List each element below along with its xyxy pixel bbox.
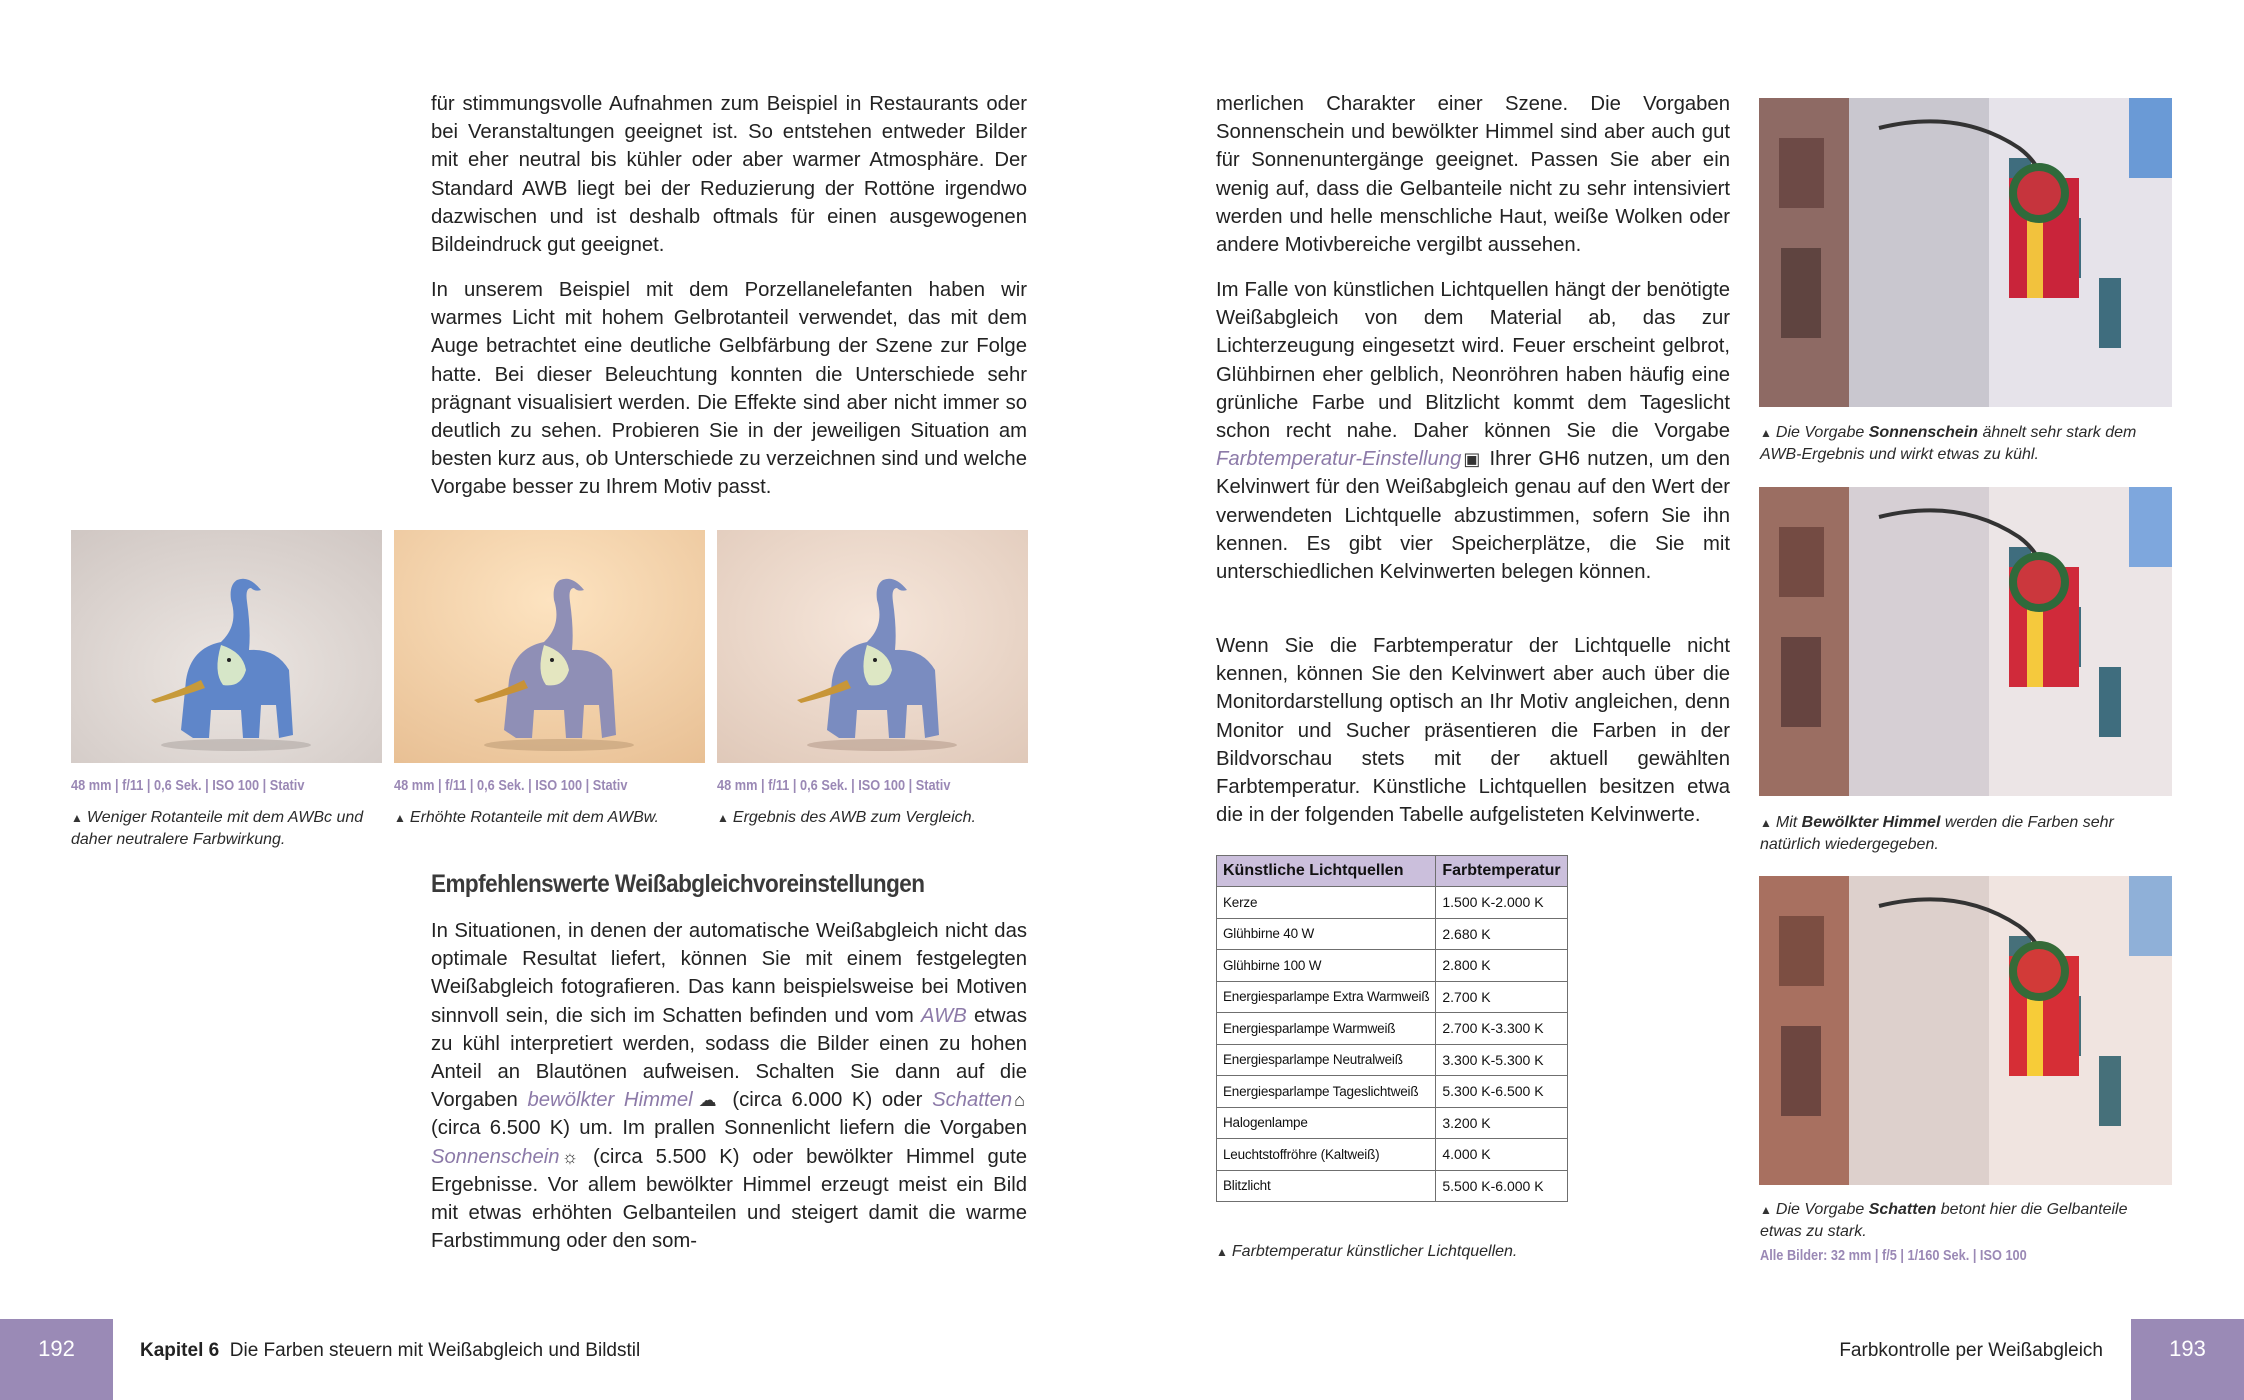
table-row bbox=[1217, 887, 1568, 919]
table-cell: 4.000 K bbox=[1436, 1139, 1567, 1171]
table-row bbox=[1217, 1139, 1568, 1171]
page-number-left: 192 bbox=[38, 1336, 75, 1361]
color-temperature-link: Farbtemperatur-Einstellung bbox=[1216, 448, 1462, 471]
page-number-right: 193 bbox=[2169, 1336, 2206, 1361]
table-cell: 2.680 K bbox=[1436, 918, 1567, 950]
elephant-photo-awb bbox=[717, 530, 1028, 763]
table-row bbox=[1217, 1107, 1568, 1139]
right-paragraph-3: Wenn Sie die Farbtemperatur der Lichtquelle nicht kennen, können Sie den Kelvinwert aber auch über die Monitordarstellung optisch an Ihr Motiv angleichen, denn Monitor und Sucher präsentieren die Farben in der Bildvorschau stets mit der aktuell gewählten Farbtemperatur. Künstliche Lichtquellen besitzen etwa die in der folgenden Tabelle aufgelisteten Kelvinwerte. bbox=[1216, 635, 1730, 827]
triangle-icon: ▲ bbox=[71, 811, 83, 825]
table-header: Farbtemperatur bbox=[1436, 856, 1567, 887]
table-cell: 5.300 K-6.500 K bbox=[1436, 1076, 1567, 1108]
table-cell: 3.200 K bbox=[1436, 1107, 1567, 1139]
triangle-icon: ▲ bbox=[1760, 426, 1772, 440]
table-row bbox=[1217, 1044, 1568, 1076]
triangle-icon: ▲ bbox=[717, 811, 729, 825]
table-cell: Halogenlampe bbox=[1217, 1107, 1436, 1139]
elephant-photo-awbc bbox=[71, 530, 382, 763]
sunny-link: Sonnenschein bbox=[431, 1145, 560, 1168]
table-cell: 2.700 K bbox=[1436, 981, 1567, 1013]
table-cell: 1.500 K-2.000 K bbox=[1436, 887, 1567, 919]
table-header: Künstliche Lichtquellen bbox=[1217, 856, 1436, 887]
table-cell: 5.500 K-6.000 K bbox=[1436, 1170, 1567, 1202]
shade-icon: ⌂ bbox=[1014, 1090, 1026, 1111]
left-paragraph-1: für stimmungsvolle Aufnahmen zum Beispiel in Restaurants oder bei Veranstaltungen geeignet ist. So entstehen entweder Bilder mit eher neutral bis kühler oder aber warmer Atmosphäre. Der Standard AWB liegt bei der Reduzierung der Rottöne irgendwo dazwischen und ist deshalb oftmals für einen ausgewogenen Bildeindruck gut geeignet. bbox=[431, 93, 1027, 257]
table-cell: 2.800 K bbox=[1436, 950, 1567, 982]
table-header-row bbox=[1217, 856, 1568, 887]
photo-caption-2: ▲ Erhöhte Rotanteile mit dem AWBw. bbox=[394, 809, 659, 826]
cloudy-link: bewölkter Himmel bbox=[527, 1089, 693, 1112]
elephant-photo-awbw bbox=[394, 530, 705, 763]
table-cell: Glühbirne 100 W bbox=[1217, 950, 1436, 982]
table-row bbox=[1217, 1013, 1568, 1045]
street-photo-sunny bbox=[1759, 98, 2172, 407]
triangle-icon: ▲ bbox=[1760, 816, 1772, 830]
table-cell: Blitzlicht bbox=[1217, 1170, 1436, 1202]
photo-caption-3: ▲ Ergebnis des AWB zum Vergleich. bbox=[717, 809, 976, 826]
table-row bbox=[1217, 1170, 1568, 1202]
kelvin-table bbox=[1216, 855, 1568, 1202]
table-cell: 3.300 K-5.300 K bbox=[1436, 1044, 1567, 1076]
table-caption: ▲ Farbtemperatur künstlicher Lichtquellen. bbox=[1216, 1243, 1518, 1260]
table-row bbox=[1217, 950, 1568, 982]
table-row bbox=[1217, 1076, 1568, 1108]
right-paragraph-2: Im Falle von künstlichen Lichtquellen hängt der benötigte Weißabgleich von dem Material ab, das zur Lichterzeugung eingesetzt wird. Feuer erscheint gelbrot, Glühbirnen eher gelblich, Neonröhren haben häufig eine grünliche Farbe und Blitzlicht kommt dem Tageslicht schon recht nahe. Daher können Sie die Vorgabe Farbtemperatur-Einstellung ▣ Ihrer GH6 nutzen, um den Kelvinwert für den Weißabgleich genau auf den Wert der verwendeten Lichtquelle abzustimmen, sofern Sie ihn kennen. Es gibt vier Speicherplätze, die Sie mit unterschiedlichen Kelvinwerten belegen können. bbox=[1216, 279, 1731, 584]
photo-caption-1: ▲ Weniger Rotanteile mit dem AWBc und daher neutralere Farbwirkung. bbox=[71, 809, 364, 848]
street-caption-2: ▲ Mit Bewölkter Himmel werden die Farben sehr natürlich wiedergegeben. bbox=[1760, 814, 2114, 853]
triangle-icon: ▲ bbox=[1216, 1245, 1228, 1259]
street-photo-shade bbox=[1759, 876, 2172, 1185]
street-caption-1: ▲ Die Vorgabe Sonnenschein ähnelt sehr stark dem AWB-Ergebnis und wirkt etwas zu kühl. bbox=[1760, 424, 2137, 463]
photo-meta-1: 48 mm | f/11 | 0,6 Sek. | ISO 100 | Stativ bbox=[71, 778, 305, 794]
sun-icon: ☼ bbox=[561, 1146, 579, 1167]
table-cell: Energiesparlampe Extra Warmweiß bbox=[1217, 981, 1436, 1013]
photo-meta-3: 48 mm | f/11 | 0,6 Sek. | ISO 100 | Stativ bbox=[717, 778, 951, 794]
table-cell: Glühbirne 40 W bbox=[1217, 918, 1436, 950]
chapter-title: Die Farben steuern mit Weißabgleich und Bildstil bbox=[229, 1340, 641, 1361]
shade-link: Schatten bbox=[932, 1089, 1013, 1112]
street-photo-cloudy bbox=[1759, 487, 2172, 796]
photo-meta-2: 48 mm | f/11 | 0,6 Sek. | ISO 100 | Stativ bbox=[394, 778, 628, 794]
section-heading: Empfehlenswerte Weißabgleichvoreinstellungen bbox=[431, 870, 925, 898]
street-photo-meta: Alle Bilder: 32 mm | f/5 | 1/160 Sek. | ISO 100 bbox=[1760, 1248, 2027, 1264]
triangle-icon: ▲ bbox=[394, 811, 406, 825]
chapter-footer bbox=[140, 1340, 640, 1362]
right-paragraph-1: merlichen Charakter einer Szene. Die Vorgaben Sonnenschein und bewölkter Himmel sind aber auch gut für Sonnenuntergänge geeignet. Passen Sie aber ein wenig auf, dass die Gelbanteile nicht zu sehr intensiviert werden und helle menschliche Haut, weiße Wolken oder andere Motivbereiche vergilbt aussehen. bbox=[1216, 93, 1730, 257]
table-cell: Leuchtstoffröhre (Kaltweiß) bbox=[1217, 1139, 1436, 1171]
chapter-label: Kapitel 6 bbox=[140, 1340, 220, 1361]
left-paragraph-2: In unserem Beispiel mit dem Porzellanelefanten haben wir warmes Licht mit hohem Gelbrotanteil verwendet, das mit dem Auge betrachtet eine deutliche Gelbfärbung der Szene zur Folge hatte. Bei dieser Beleuchtung konnten die Unterschiede sehr prägnant visualisiert werden. Die Effekte sind aber nicht immer so deutlich zu sehen. Probieren Sie in der jeweiligen Situation am besten kurz aus, ob Unterschiede zu verzeichnen sind und welche Vorgabe besser zu Ihrem Motiv passt. bbox=[431, 279, 1027, 499]
table-row bbox=[1217, 918, 1568, 950]
awb-link: AWB bbox=[920, 1004, 967, 1027]
table-cell: Energiesparlampe Tageslichtweiß bbox=[1217, 1076, 1436, 1108]
section-footer: Farbkontrolle per Weißabgleich bbox=[1839, 1340, 2103, 1361]
triangle-icon: ▲ bbox=[1760, 1203, 1772, 1217]
table-row bbox=[1217, 981, 1568, 1013]
cloud-icon: ☁ bbox=[694, 1090, 721, 1111]
table-cell: Energiesparlampe Neutralweiß bbox=[1217, 1044, 1436, 1076]
table-cell: Kerze bbox=[1217, 887, 1436, 919]
table-cell: Energiesparlampe Warmweiß bbox=[1217, 1013, 1436, 1045]
kelvin-icon: ▣ bbox=[1463, 449, 1481, 470]
left-paragraph-3: In Situationen, in denen der automatische Weißabgleich nicht das optimale Resultat liefert, können Sie mit einem festgelegten Weißabgleich fotografieren. Das kann beispielsweise bei Motiven sinnvoll sein, die sich im Schatten befinden und vom AWB etwas zu kühl interpretiert werden, sodass die Bilder einen zu hohen Anteil an Blautönen aufweisen. Schalten Sie dann auf die Vorgaben bewölkter Himmel ☁ (circa 6.000 K) oder Schatten ⌂ (circa 6.500 K) um. Im prallen Sonnenlicht liefern die Vorgaben Sonnenschein ☼ (circa 5.500 K) oder bewölkter Himmel gute Ergebnisse. Vor allem bewölkter Himmel erzeugt meist ein Bild mit etwas erhöhten Gelbanteilen und steigert damit die warme Farbstimmung oder den som- bbox=[431, 920, 1027, 1253]
table-cell: 2.700 K-3.300 K bbox=[1436, 1013, 1567, 1045]
street-caption-3: ▲ Die Vorgabe Schatten betont hier die Gelbanteile etwas zu stark. bbox=[1760, 1201, 2128, 1240]
